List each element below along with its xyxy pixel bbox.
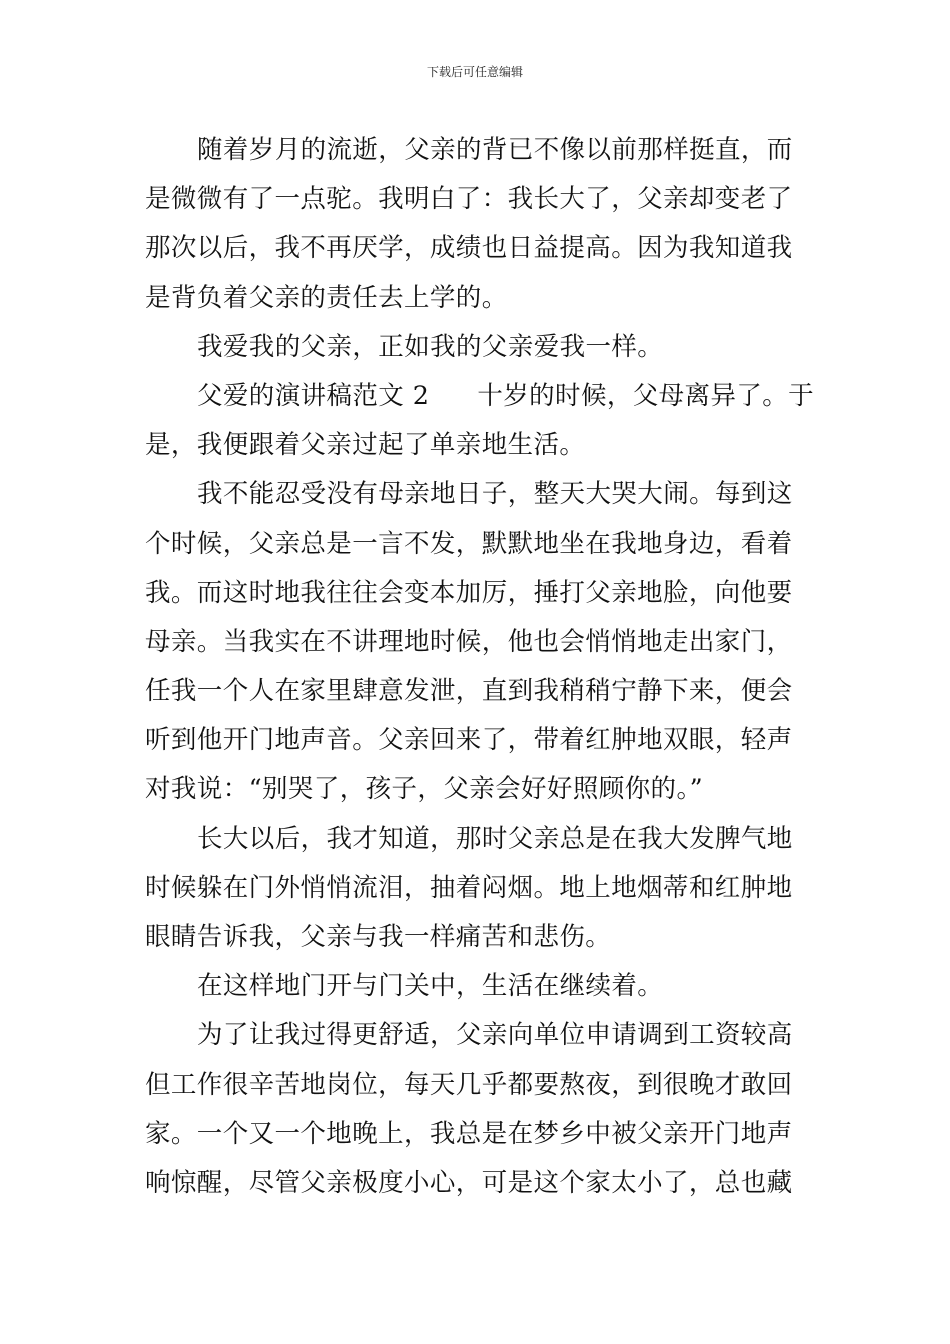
text-line: 家。一个又一个地晚上，我总是在梦乡中被父亲开门地声 [145, 1118, 793, 1149]
text-line: 在这样地门开与门关中，生活在继续着。 [197, 971, 664, 1002]
text-line: 响惊醒，尽管父亲极度小心，可是这个家太小了，总也藏 [145, 1167, 793, 1198]
text-line: 对我说：“别哭了，孩子，父亲会好好照顾你的。” [145, 774, 704, 805]
text-line: 我爱我的父亲，正如我的父亲爱我一样。 [197, 331, 664, 362]
text-line: 个时候，父亲总是一言不发，默默地坐在我地身边，看着 [145, 528, 793, 559]
text-line: 随着岁月的流逝，父亲的背已不像以前那样挺直，而 [197, 135, 793, 165]
text-line: 长大以后，我才知道，那时父亲总是在我大发脾气地 [197, 823, 793, 854]
text-line: 是微微有了一点驼。我明白了：我长大了，父亲却变老了 [145, 184, 793, 215]
text-line: 我不能忍受没有母亲地日子，整天大哭大闹。每到这 [197, 479, 793, 510]
text-line: 是，我便跟着父亲过起了单亲地生活。 [145, 430, 586, 461]
text-line: 母亲。当我实在不讲理地时候，他也会悄悄地走出家门， [145, 626, 793, 657]
text-line: 任我一个人在家里肆意发泄，直到我稍稍宁静下来，便会 [145, 676, 793, 707]
text-line: 眼睛告诉我，父亲与我一样痛苦和悲伤。 [145, 922, 612, 952]
document-body [145, 126, 815, 1208]
text-line: 为了让我过得更舒适，父亲向单位申请调到工资较高 [197, 1020, 793, 1051]
text-line-with-title [145, 372, 815, 421]
text-line: 那次以后，我不再厌学，成绩也日益提高。因为我知道我 [145, 233, 793, 264]
text-line: 是背负着父亲的责任去上学的。 [145, 282, 508, 313]
text-line: 听到他开门地声音。父亲回来了，带着红肿地双眼，轻声 [145, 725, 793, 756]
text-segment: 十岁的时候，父母离异了。于 [477, 380, 815, 411]
section-title: 父爱的演讲稿范文 2 [197, 380, 430, 411]
text-line: 但工作很辛苦地岗位，每天几乎都要熬夜，到很晚才敢回 [145, 1069, 793, 1100]
text-line: 我。而这时地我往往会变本加厉，捶打父亲地脸，向他要 [145, 577, 793, 608]
page-header-note: 下载后可任意编辑 [426, 65, 523, 79]
text-line: 时候躲在门外悄悄流泪，抽着闷烟。地上地烟蒂和红肿地 [145, 872, 793, 903]
